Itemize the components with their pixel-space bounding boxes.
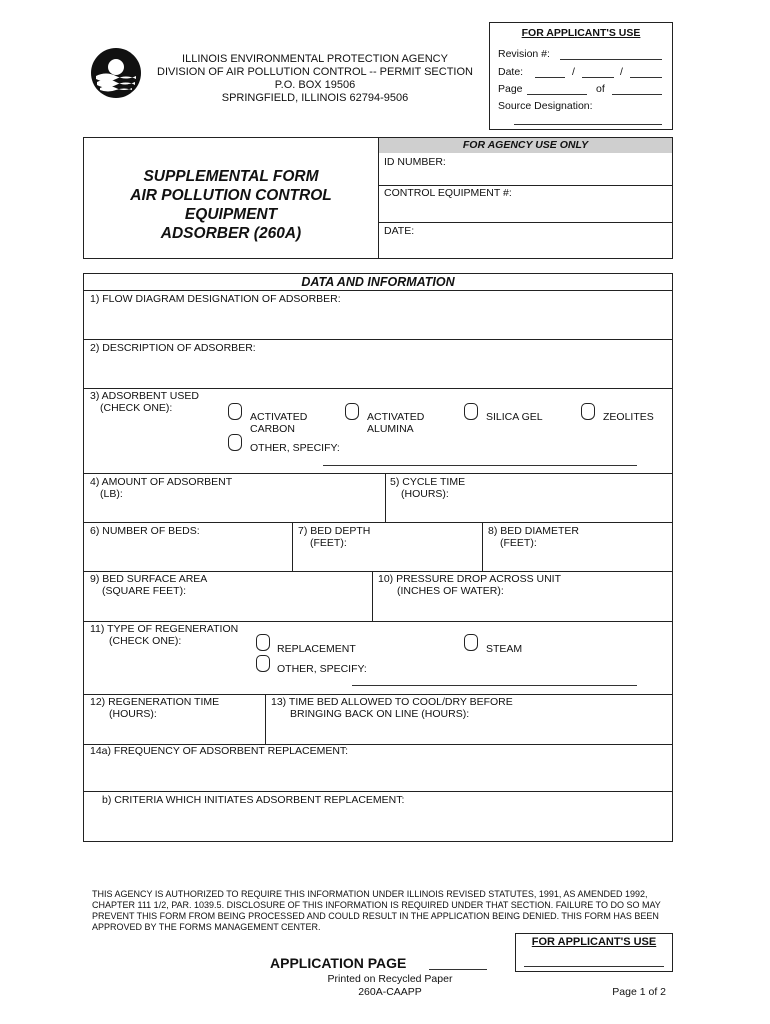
- date-label: Date:: [498, 66, 524, 78]
- replacement-criteria-field[interactable]: [84, 807, 672, 841]
- footer-applicant-field[interactable]: [524, 966, 664, 967]
- date-day-field[interactable]: [582, 77, 614, 78]
- form-title-line1: SUPPLEMENTAL FORM: [143, 168, 319, 185]
- regeneration-type-label: 11) TYPE OF REGENERATION: [90, 623, 239, 635]
- activated-carbon-label-2: CARBON: [250, 423, 295, 435]
- activated-carbon-checkbox[interactable]: [228, 403, 242, 420]
- authority-notice-line3: PREVENT THIS FORM FROM BEING PROCESSED AND COULD RESULT IN THE APPLICATION BEING DENIED. THIS FORM HAS BEEN: [92, 911, 659, 921]
- section-title: DATA AND INFORMATION: [301, 275, 455, 289]
- footer-applicant-heading: FOR APPLICANT'S USE: [531, 936, 657, 948]
- page-field[interactable]: [527, 94, 587, 95]
- revision-label: Revision #:: [498, 48, 550, 60]
- agency-name: ILLINOIS ENVIRONMENTAL PROTECTION AGENCY: [182, 53, 448, 65]
- date-separator: /: [572, 66, 575, 78]
- bed-depth-field[interactable]: [293, 549, 481, 569]
- id-number-label: ID NUMBER:: [384, 156, 446, 168]
- of-label: of: [596, 83, 605, 95]
- description-label: 2) DESCRIPTION OF ADSORBER:: [90, 342, 256, 354]
- printed-on-recycled: Printed on Recycled Paper: [327, 973, 453, 985]
- adsorbent-check-one: (CHECK ONE):: [100, 402, 173, 414]
- date-month-field[interactable]: [535, 77, 565, 78]
- amount-adsorbent-label: 4) AMOUNT OF ADSORBENT: [90, 476, 233, 488]
- other-adsorbent-label: OTHER, SPECIFY:: [250, 442, 340, 454]
- bed-depth-unit: (FEET):: [310, 537, 347, 549]
- amount-adsorbent-unit: (LB):: [100, 488, 123, 500]
- silica-gel-label: SILICA GEL: [486, 411, 543, 423]
- cool-dry-time-label: 13) TIME BED ALLOWED TO COOL/DRY BEFORE: [271, 696, 513, 708]
- pressure-drop-unit: (INCHES OF WATER):: [397, 585, 504, 597]
- bed-diameter-unit: (FEET):: [500, 537, 537, 549]
- zeolites-checkbox[interactable]: [581, 403, 595, 420]
- regeneration-time-field[interactable]: [84, 720, 264, 742]
- agency-division: DIVISION OF AIR POLLUTION CONTROL -- PERMIT SECTION: [157, 66, 473, 78]
- form-title-line4: ADSORBER (260A): [160, 225, 302, 242]
- bed-diameter-label: 8) BED DIAMETER: [488, 525, 580, 537]
- steam-label: STEAM: [486, 643, 523, 655]
- bed-diameter-field[interactable]: [483, 549, 672, 569]
- silica-gel-checkbox[interactable]: [464, 403, 478, 420]
- authority-notice-line4: APPROVED BY THE FORMS MANAGEMENT CENTER.: [92, 922, 321, 932]
- bed-surface-area-field[interactable]: [84, 597, 371, 619]
- agency-use-heading: FOR AGENCY USE ONLY: [379, 138, 672, 153]
- page-of-field[interactable]: [612, 94, 662, 95]
- regeneration-time-label: 12) REGENERATION TIME: [90, 696, 220, 708]
- replacement-checkbox[interactable]: [256, 634, 270, 651]
- replacement-criteria-label: b) CRITERIA WHICH INITIATES ADSORBENT REPLACEMENT:: [102, 794, 405, 806]
- number-of-beds-field[interactable]: [84, 538, 291, 569]
- replacement-label: REPLACEMENT: [277, 643, 356, 655]
- pressure-drop-label: 10) PRESSURE DROP ACROSS UNIT: [378, 573, 562, 585]
- revision-field[interactable]: [560, 59, 662, 60]
- agency-po-box: P.O. BOX 19506: [274, 79, 356, 91]
- other-regeneration-field[interactable]: [352, 685, 637, 686]
- cool-dry-time-unit: BRINGING BACK ON LINE (HOURS):: [290, 708, 470, 720]
- number-of-beds-label: 6) NUMBER OF BEDS:: [90, 525, 200, 537]
- applicant-use-heading: FOR APPLICANT'S USE: [521, 27, 641, 39]
- bed-surface-area-label: 9) BED SURFACE AREA: [90, 573, 208, 585]
- agency-city: SPRINGFIELD, ILLINOIS 62794-9506: [221, 92, 409, 104]
- bed-surface-area-unit: (SQUARE FEET):: [102, 585, 187, 597]
- other-regeneration-label: OTHER, SPECIFY:: [277, 663, 367, 675]
- form-title-line3: EQUIPMENT: [184, 206, 278, 223]
- flow-diagram-label: 1) FLOW DIAGRAM DESIGNATION OF ADSORBER:: [90, 293, 341, 305]
- activated-alumina-label-1: ACTIVATED: [367, 411, 425, 423]
- description-field[interactable]: [84, 355, 672, 387]
- page-number: Page 1 of 2: [612, 986, 666, 998]
- date-year-field[interactable]: [630, 77, 662, 78]
- page-label: Page: [498, 83, 523, 95]
- amount-adsorbent-field[interactable]: [84, 500, 384, 520]
- bed-depth-label: 7) BED DEPTH: [298, 525, 371, 537]
- form-code: 260A-CAAPP: [358, 986, 422, 998]
- authority-notice-line2: CHAPTER 111 1/2, PAR. 1039.5. DISCLOSURE OF THIS INFORMATION IS REQUIRED UNDER THAT SECTION. FAILURE TO DO SO MAY: [92, 900, 661, 910]
- activated-carbon-label-1: ACTIVATED: [250, 411, 308, 423]
- steam-checkbox[interactable]: [464, 634, 478, 651]
- other-regeneration-checkbox[interactable]: [256, 655, 270, 672]
- date-separator: /: [620, 66, 623, 78]
- cycle-time-unit: (HOURS):: [401, 488, 449, 500]
- cool-dry-time-field[interactable]: [266, 720, 672, 742]
- form-title-line2: AIR POLLUTION CONTROL: [130, 187, 332, 204]
- flow-diagram-field[interactable]: [84, 306, 672, 338]
- replacement-frequency-field[interactable]: [84, 758, 672, 790]
- source-designation-label: Source Designation:: [498, 100, 593, 112]
- control-equipment-label: CONTROL EQUIPMENT #:: [384, 187, 512, 199]
- source-designation-field[interactable]: [514, 124, 662, 125]
- pressure-drop-field[interactable]: [373, 597, 672, 619]
- cycle-time-field[interactable]: [386, 500, 672, 520]
- other-adsorbent-checkbox[interactable]: [228, 434, 242, 451]
- other-adsorbent-field[interactable]: [323, 465, 637, 466]
- application-page-label: APPLICATION PAGE: [270, 955, 407, 971]
- activated-alumina-checkbox[interactable]: [345, 403, 359, 420]
- cycle-time-label: 5) CYCLE TIME: [390, 476, 466, 488]
- adsorbent-used-label: 3) ADSORBENT USED: [90, 390, 199, 402]
- zeolites-label: ZEOLITES: [603, 411, 654, 423]
- regeneration-check-one: (CHECK ONE):: [109, 635, 182, 647]
- activated-alumina-label-2: ALUMINA: [367, 423, 414, 435]
- agency-date-label: DATE:: [384, 225, 415, 237]
- regeneration-time-unit: (HOURS):: [109, 708, 157, 720]
- illinois-epa-logo: [90, 47, 142, 99]
- replacement-frequency-label: 14a) FREQUENCY OF ADSORBENT REPLACEMENT:: [90, 745, 349, 757]
- authority-notice-line1: THIS AGENCY IS AUTHORIZED TO REQUIRE THIS INFORMATION UNDER ILLINOIS REVISED STATUTES, 1991, AS AMENDED 1992,: [92, 889, 648, 899]
- application-page-field[interactable]: [429, 969, 487, 970]
